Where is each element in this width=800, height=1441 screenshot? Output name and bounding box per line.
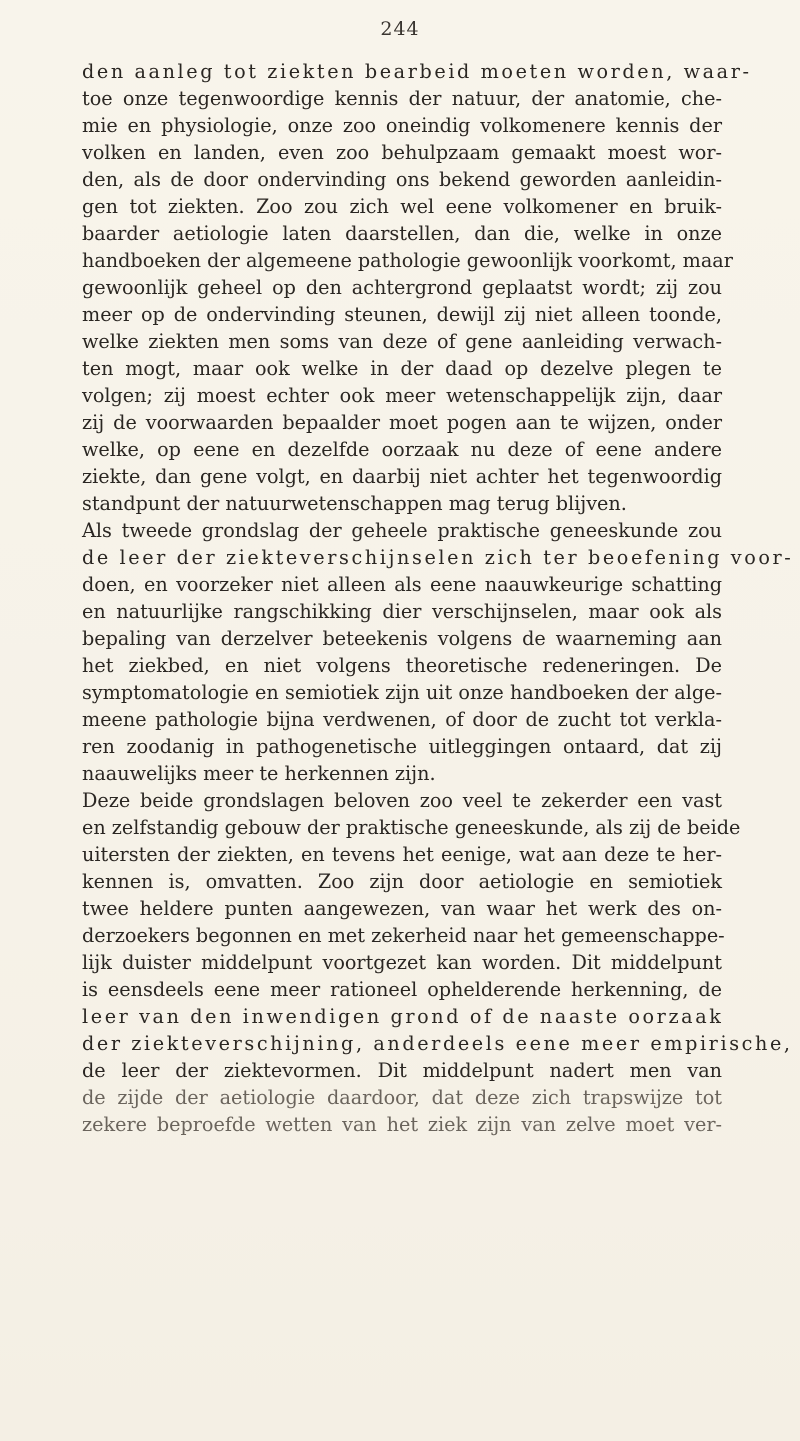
text-line: gen tot ziekten. Zoo zou zich wel eene volkomener en bruik- [82, 195, 722, 218]
text-line: ziekte, dan gene volgt, en daarbij niet achter het tegenwoordig [82, 465, 722, 488]
text-line: volgen; zij moest echter ook meer wetenschappelijk zijn, daar [82, 384, 722, 407]
text-line: volken en landen, even zoo behulpzaam gemaakt moest wor- [82, 141, 722, 164]
text-line: gewoonlijk geheel op den achtergrond geplaatst wordt; zij zou [82, 276, 722, 299]
text-line: welke ziekten men soms van deze of gene aanleiding verwach- [82, 330, 722, 353]
text-line: twee heldere punten aangewezen, van waar het werk des on- [82, 897, 722, 920]
text-line: het ziekbed, en niet volgens theoretische redeneringen. De [82, 654, 722, 677]
text-line: en zelfstandig gebouw der praktische geneeskunde, als zij de beide [82, 816, 741, 839]
text-line: derzoekers begonnen en met zekerheid naar het gemeenschappe- [82, 924, 725, 947]
body-text [82, 58, 794, 1138]
text-line: lijk duister middelpunt voortgezet kan worden. Dit middelpunt [82, 951, 722, 974]
text-line: ren zoodanig in pathogenetische uitleggingen ontaard, dat zij [82, 735, 722, 758]
text-line: Als tweede grondslag der geheele praktische geneeskunde zou [82, 519, 722, 542]
text-line: naauwelijks meer te herkennen zijn. [82, 762, 436, 785]
text-line: toe onze tegenwoordige kennis der natuur, der anatomie, che- [82, 87, 722, 110]
text-line: standpunt der natuurwetenschappen mag terug blijven. [82, 492, 627, 515]
text-line: doen, en voorzeker niet alleen als eene naauwkeurige schatting [82, 573, 722, 596]
text-line: bepaling van derzelver beteekenis volgens de waarneming aan [82, 627, 722, 650]
text-line: symptomatologie en semiotiek zijn uit onze handboeken der alge- [82, 681, 722, 704]
page-number: 244 [380, 18, 420, 40]
text-line: baarder aetiologie laten daarstellen, dan die, welke in onze [82, 222, 722, 245]
text-line: ten mogt, maar ook welke in der daad op dezelve plegen te [82, 357, 722, 380]
text-line: den aanleg tot ziekten bearbeid moeten worden, waar- [82, 60, 752, 83]
text-line: Deze beide grondslagen beloven zoo veel te zekerder een vast [82, 789, 722, 812]
text-line: mie en physiologie, onze zoo oneindig volkomenere kennis der [82, 114, 722, 137]
text-line: en natuurlijke rangschikking dier verschijnselen, maar ook als [82, 600, 722, 623]
text-line: de leer der ziekteverschijnselen zich ter beoefening voor- [82, 546, 794, 569]
text-line: handboeken der algemeene pathologie gewoonlijk voorkomt, maar [82, 249, 733, 272]
text-line: uitersten der ziekten, en tevens het eenige, wat aan deze te her- [82, 843, 722, 866]
text-line: meene pathologie bijna verdwenen, of door de zucht tot verkla- [82, 708, 722, 731]
text-line: is eensdeels eene meer rationeel ophelderende herkenning, de [82, 978, 722, 1001]
text-line: de leer der ziektevormen. Dit middelpunt nadert men van [82, 1059, 722, 1082]
text-line: zekere beproefde wetten van het ziek zijn van zelve moet ver- [82, 1113, 722, 1136]
text-line: welke, op eene en dezelfde oorzaak nu deze of eene andere [82, 438, 722, 461]
text-line: den, als de door ondervinding ons bekend geworden aanleidin- [82, 168, 722, 191]
text-line: zij de voorwaarden bepaalder moet pogen aan te wijzen, onder [82, 411, 722, 434]
text-line: leer van den inwendigen grond of de naaste oorzaak [82, 1005, 724, 1028]
text-line: kennen is, omvatten. Zoo zijn door aetiologie en semiotiek [82, 870, 722, 893]
text-line: de zijde der aetiologie daardoor, dat deze zich trapswijze tot [82, 1086, 722, 1109]
text-line: meer op de ondervinding steunen, dewijl zij niet alleen toonde, [82, 303, 722, 326]
text-line: der ziekteverschijning, anderdeels eene meer empirische, [82, 1032, 793, 1055]
